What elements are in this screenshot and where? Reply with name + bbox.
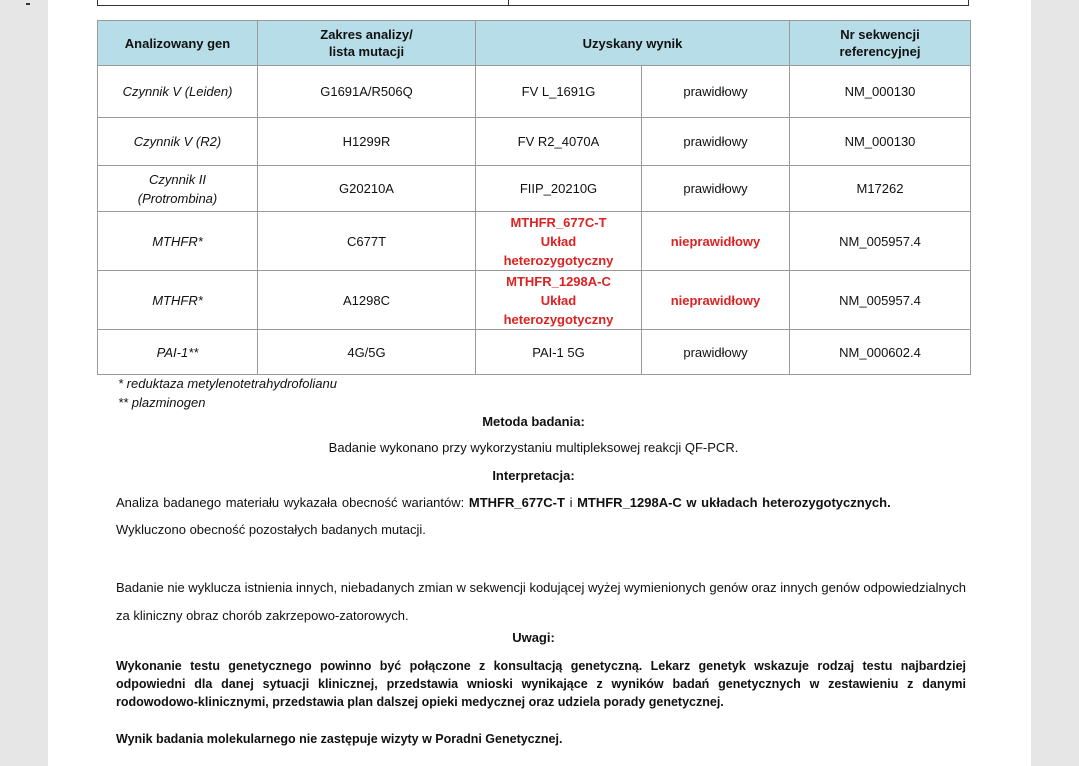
cell-gene: MTHFR* — [98, 212, 258, 271]
method-heading: Metoda badania: — [482, 414, 585, 429]
cell-mutation: 4G/5G — [258, 330, 476, 375]
cell-gene: Czynnik V (Leiden) — [98, 66, 258, 118]
table-row — [98, 66, 971, 118]
cell-ref: M17262 — [790, 166, 971, 212]
cell-status: prawidłowy — [642, 330, 790, 375]
cell-gene: PAI-1** — [98, 330, 258, 375]
cell-mutation: G1691A/R506Q — [258, 66, 476, 118]
table-row — [98, 212, 971, 271]
cell-status: prawidłowy — [642, 66, 790, 118]
cell-ref: NM_000130 — [790, 118, 971, 166]
interpretation-paragraph-1: Analiza badanego materiału wykazała obecność wariantów: MTHFR_677C-T i MTHFR_1298A-C w układach heterozygotycznych. — [116, 495, 891, 510]
top-box-divider — [508, 0, 509, 6]
cell-gene: Czynnik V (R2) — [98, 118, 258, 166]
cell-status: nieprawidłowy — [642, 212, 790, 271]
footnote-mthfr: * reduktaza metylenotetrahydrofolianu — [118, 376, 337, 391]
cell-gene: MTHFR* — [98, 271, 258, 330]
cell-ref: NM_000130 — [790, 66, 971, 118]
cell-status: prawidłowy — [642, 166, 790, 212]
top-info-box — [97, 0, 969, 6]
interpretation-paragraph-2: Wykluczono obecność pozostałych badanych mutacji. — [116, 522, 426, 537]
cell-mutation: A1298C — [258, 271, 476, 330]
cell-status: nieprawidłowy — [642, 271, 790, 330]
table-row — [98, 118, 971, 166]
header-range: Zakres analizy/ lista mutacji — [258, 21, 476, 66]
header-ref: Nr sekwencji referencyjnej — [790, 21, 971, 66]
cell-ref: NM_000602.4 — [790, 330, 971, 375]
interpretation-paragraph-3: Badanie nie wyklucza istnienia innych, niebadanych zmian w sekwencji kodującej wyżej wymienionych genów oraz innych genów odpowiedzialnych za kliniczny obraz chorób zakrzepowo-zatorowych. — [116, 580, 966, 623]
remarks-paragraph-1: Wykonanie testu genetycznego powinno być połączone z konsultacją genetyczną. Lekarz genetyk wskazuje rodzaj testu najbardziej odpowiedni dla danej sytuacji klinicznej, przedstawia wnioski wynikające z wyników badań genetycznych w zestawieniu z danymi rodowodowo-klinicznymi, przedstawia plan dalszej opieki medycznej oraz udziela porady genetycznej. — [116, 659, 966, 709]
cell-status: prawidłowy — [642, 118, 790, 166]
remarks-paragraph-2: Wynik badania molekularnego nie zastępuje wizyty w Poradni Genetycznej. — [116, 732, 563, 746]
cell-result: FV R2_4070A — [476, 118, 642, 166]
cell-gene: Czynnik II (Protrombina) — [98, 166, 258, 212]
remarks-heading: Uwagi: — [512, 630, 555, 645]
header-gene: Analizowany gen — [98, 21, 258, 66]
cell-mutation: C677T — [258, 212, 476, 271]
cell-result: PAI-1 5G — [476, 330, 642, 375]
table-header-row — [98, 21, 971, 66]
method-text: Badanie wykonano przy wykorzystaniu multipleksowej reakcji QF-PCR. — [328, 440, 739, 455]
cell-mutation: H1299R — [258, 118, 476, 166]
cell-ref: NM_005957.4 — [790, 271, 971, 330]
cell-result: MTHFR_1298A-C Układ heterozygotyczny — [476, 271, 642, 330]
header-result: Uzyskany wynik — [476, 21, 790, 66]
top-box-mark — [26, 3, 30, 5]
cell-mutation: G20210A — [258, 166, 476, 212]
results-table — [97, 20, 971, 375]
table-row — [98, 271, 971, 330]
cell-result: FV L_1691G — [476, 66, 642, 118]
interpretation-heading: Interpretacja: — [492, 468, 575, 483]
table-row — [98, 330, 971, 375]
cell-result: FIIP_20210G — [476, 166, 642, 212]
table-row — [98, 166, 971, 212]
footnote-pai: ** plazminogen — [118, 395, 206, 410]
cell-ref: NM_005957.4 — [790, 212, 971, 271]
cell-result: MTHFR_677C-T Układ heterozygotyczny — [476, 212, 642, 271]
